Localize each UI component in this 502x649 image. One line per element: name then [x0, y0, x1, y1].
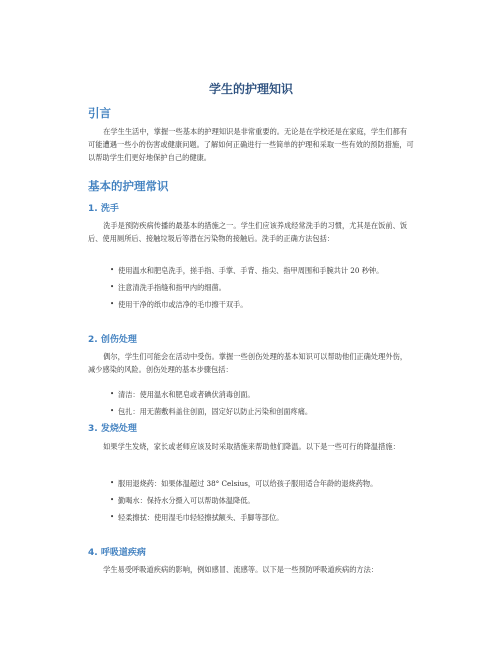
section-respiratory-paragraph: 学生易受呼吸道疾病的影响，例如感冒、流感等。以下是一些预防呼吸道疾病的方法：: [103, 565, 379, 574]
list-item: • 清洁：使用温水和肥皂或者碘伏消毒创面。: [110, 390, 255, 399]
section-wound-heading: 2. 创伤处理: [88, 335, 137, 345]
list-item: • 勤喝水：保持水分摄入可以帮助体温降低。: [110, 496, 255, 506]
intro-heading: 引言: [88, 106, 111, 120]
fever-list: [88, 477, 414, 529]
list-item: • 使用干净的纸巾或洁净的毛巾擦干双手。: [110, 300, 248, 310]
section-handwashing-heading: 1. 洗手: [88, 204, 119, 214]
intro-paragraph: 在学生生活中，掌握一些基本的护理知识是非常重要的。无论是在学校还是在家庭，学生们都有可能遭遇一些小的伤害或健康问题。了解如何正确进行一些简单的护理和采取一些有效的预防措施，可以帮助学生们更好地保护自己的健康。: [88, 127, 414, 163]
handwashing-list: [88, 264, 414, 316]
section-handwashing-paragraph: 洗手是预防疾病传播的最基本的措施之一。学生们应该养成经常洗手的习惯，尤其是在饭前、饭后、使用厕所后、接触垃圾后等潜在污染物的接触后。洗手的正确方法包括：: [88, 221, 408, 244]
section-wound-paragraph: 偶尔，学生们可能会在活动中受伤。掌握一些创伤处理的基本知识可以帮助他们正确处理外伤，减少感染的风险。创伤处理的基本步骤包括：: [88, 352, 408, 375]
list-item: • 使用温水和肥皂洗手，搓手指、手掌、手背、指尖、指甲周围和手腕共计 20 秒钟。: [110, 266, 384, 275]
list-item: • 轻柔擦拭：使用湿毛巾轻轻擦拭额头、手脚等部位。: [110, 513, 284, 523]
section-fever-heading: 3. 发烧处理: [88, 424, 137, 434]
list-item: • 服用退烧药：如果体温超过 38° Celsius，可以给孩子服用适合年龄的退烧药物。: [110, 479, 378, 488]
document-title: 学生的护理知识: [208, 82, 293, 96]
list-item: • 包扎：用无菌敷料盖住创面，固定好以防止污染和创面疼痛。: [110, 407, 313, 417]
wound-list: [88, 388, 414, 422]
list-item: • 注意清洗手指缝和指甲内的细菌。: [110, 283, 226, 293]
section-respiratory-heading: 4. 呼吸道疾病: [88, 548, 146, 558]
section-fever-paragraph: 如果学生发烧，家长或老师应该及时采取措施来帮助他们降温。以下是一些可行的降温措施：: [103, 442, 400, 451]
basics-heading: 基本的护理常识: [88, 179, 169, 193]
